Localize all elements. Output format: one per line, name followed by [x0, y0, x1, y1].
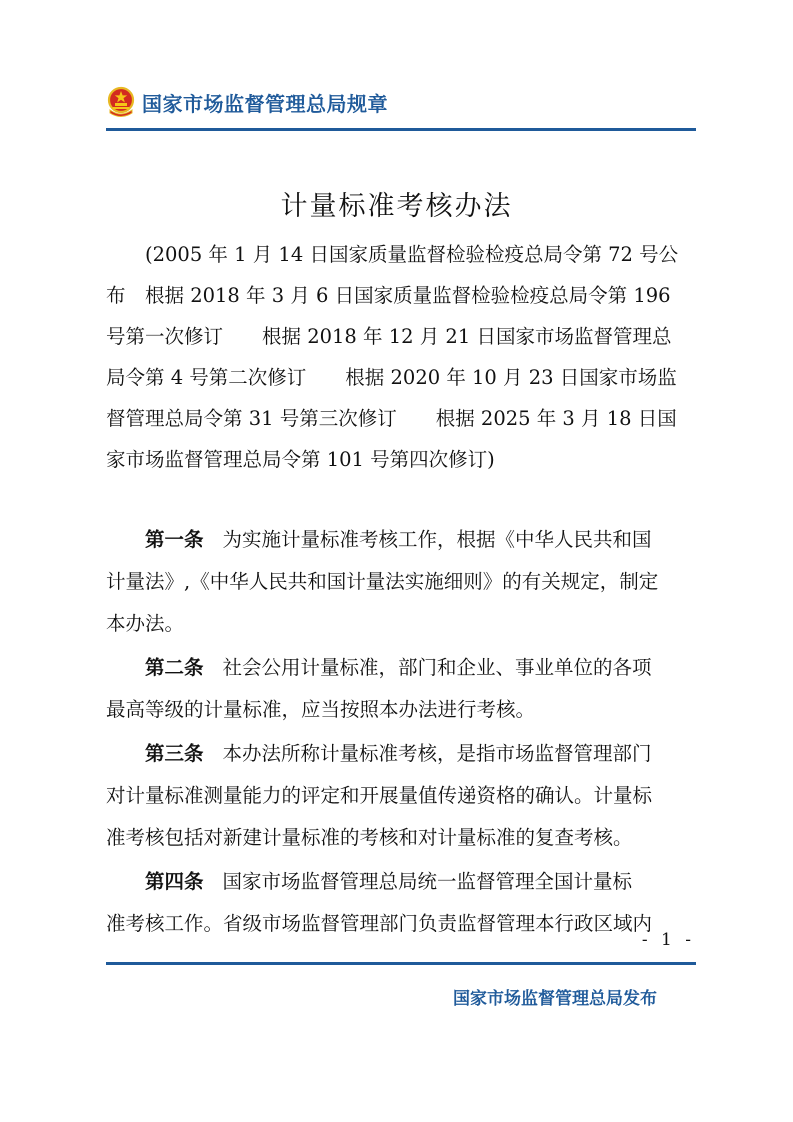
article-2-first-line	[106, 647, 696, 689]
preamble-line: (2005 年 1 月 14 日国家质量监督检验检疫总局令第 72 号公	[145, 243, 679, 266]
page-number: - 1 -	[641, 930, 695, 950]
header-divider	[106, 128, 696, 131]
article-label: 第二条	[145, 656, 204, 679]
article-text: 本办法所称计量标准考核，是指市场监督管理部门	[222, 742, 652, 765]
article-line: 对计量标准测量能力的评定和开展量值传递资格的确认。计量标	[106, 784, 653, 807]
preamble-line: 督管理总局令第 31 号第三次修订 根据 2025 年 3 月 18 日国	[106, 407, 677, 430]
article-text: 国家市场监督管理总局统一监督管理全国计量标	[222, 870, 633, 893]
preamble-line: 家市场监督管理总局令第 101 号第四次修订)	[106, 448, 495, 471]
footer-publisher: 国家市场监督管理总局发布	[453, 989, 657, 1009]
article-1-first-line	[106, 519, 696, 561]
preamble-line: 号第一次修订 根据 2018 年 12 月 21 日国家市场监督管理总	[106, 325, 672, 348]
article-4-first-line	[106, 861, 696, 903]
article-line: 计量法》,《中华人民共和国计量法实施细则》的有关规定，制定	[106, 570, 659, 593]
article-3-first-line	[106, 733, 696, 775]
preamble-line: 局令第 4 号第二次修订 根据 2020 年 10 月 23 日国家市场监	[106, 366, 677, 389]
article-label: 第三条	[145, 742, 204, 765]
document-title: 计量标准考核办法	[280, 191, 513, 222]
article-line: 准考核包括对新建计量标准的考核和对计量标准的复查考核。	[106, 826, 633, 849]
national-emblem-icon	[106, 86, 136, 118]
article-text: 为实施计量标准考核工作，根据《中华人民共和国	[222, 528, 652, 551]
document-body	[106, 519, 696, 945]
document-preamble	[106, 234, 696, 480]
article-line: 最高等级的计量标准，应当按照本办法进行考核。	[106, 698, 536, 721]
article-label: 第四条	[145, 870, 204, 893]
article-label: 第一条	[145, 528, 204, 551]
article-line: 本办法。	[106, 612, 185, 635]
article-text: 社会公用计量标准，部门和企业、事业单位的各项	[222, 656, 652, 679]
article-line: 准考核工作。省级市场监督管理部门负责监督管理本行政区域内	[106, 912, 653, 935]
footer-divider	[106, 962, 696, 965]
header-title: 国家市场监督管理总局规章	[142, 92, 388, 116]
preamble-line: 布 根据 2018 年 3 月 6 日国家质量监督检验检疫总局令第 196	[106, 284, 671, 307]
page-header	[106, 84, 696, 120]
